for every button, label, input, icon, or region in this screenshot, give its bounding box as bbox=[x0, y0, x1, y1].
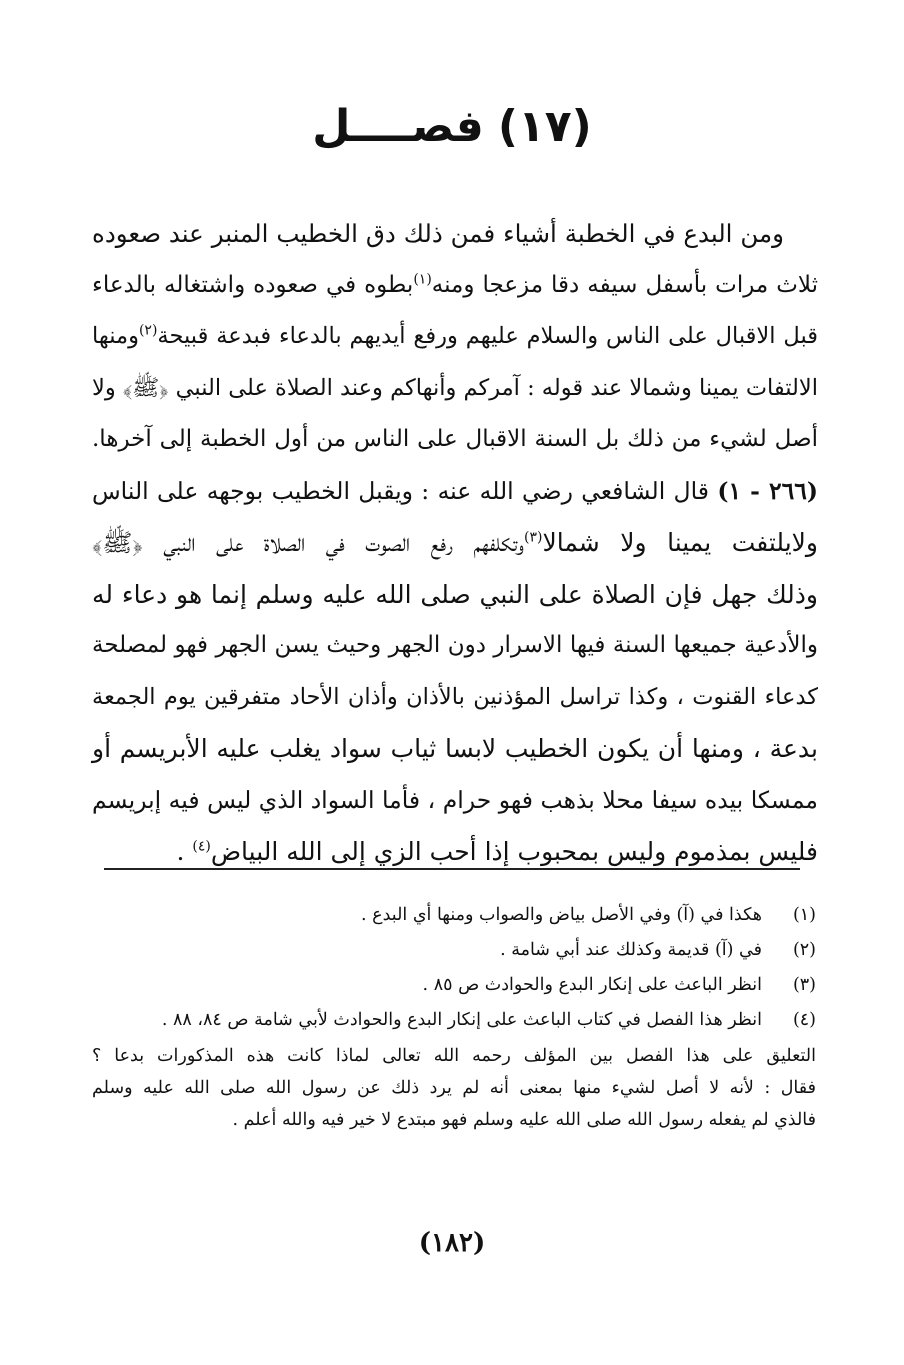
text-segment: الالتفات يمينا وشمالا عند قوله : آمركم وأنهاكم وعند الصلاة على النبي ﴿ﷺ﴾ ولا bbox=[91, 374, 818, 401]
footnote-ref: (٢) bbox=[138, 322, 158, 339]
text-segment: والأدعية جميعها السنة فيها الاسرار دون الجهر وحيث يسن الجهر فهو لمصلحة bbox=[92, 632, 818, 658]
text-segment: بدعة ، ومنها أن يكون الخطيب لابسا ثياب سواد يغلب عليه الأبريسم أو bbox=[92, 734, 818, 763]
footnote bbox=[92, 898, 816, 933]
footnote-text: هكذا في (آ) وفي الأصل بياض والصواب ومنها أي البدع . bbox=[361, 905, 762, 925]
text-line bbox=[92, 775, 818, 827]
text-line bbox=[92, 517, 818, 569]
text-line bbox=[92, 260, 818, 312]
text-line bbox=[92, 414, 818, 466]
footnote-number: (١) bbox=[792, 905, 816, 925]
commentary-line: التعليق على هذا الفصل بين المؤلف رحمه الله تعالى لماذا كانت هذه المذكورات بدعا ؟ bbox=[92, 1046, 816, 1066]
footnote-number: (٣) bbox=[792, 975, 816, 995]
text-segment: وذلك جهل فإن الصلاة على النبي صلى الله عليه وسلم إنما هو دعاء له bbox=[92, 579, 818, 609]
text-line bbox=[92, 569, 818, 621]
text-segment: كدعاء القنوت ، وكذا تراسل المؤذنين بالأذان وأذان الأحاد متفرقين يوم الجمعة bbox=[92, 683, 818, 710]
text-segment: ومنها bbox=[92, 323, 139, 349]
text-segment: . bbox=[176, 837, 185, 866]
text-segment: وتكلفهم رفع الصوت في الصلاة على النبي ﴿ﷺ﴾ bbox=[92, 528, 524, 557]
text-segment: ولايلتفت يمينا ولا شمالا bbox=[542, 528, 818, 557]
text-segment: أصل لشيء من ذلك بل السنة الاقبال على الناس من أول الخطبة إلى آخرها. bbox=[92, 426, 818, 452]
text-line bbox=[92, 620, 818, 672]
footnote bbox=[92, 1003, 816, 1038]
footnote bbox=[92, 933, 816, 968]
footnote-number: (٢) bbox=[792, 940, 816, 960]
footnote bbox=[92, 968, 816, 1003]
footnote-number: (٤) bbox=[792, 1010, 816, 1030]
main-text bbox=[92, 208, 818, 878]
text-segment: فليس بمذموم وليس بمحبوب إذا أحب الزي إلى الله البياض bbox=[210, 837, 818, 866]
text-segment: ممسكا بيده سيفا محلا بذهب فهو حرام ، فأما السواد الذي ليس فيه إبريسم bbox=[92, 785, 818, 814]
text-line bbox=[92, 208, 818, 260]
text-segment: قبل الاقبال على الناس والسلام عليهم ورفع أيديهم بالدعاء فبدعة قبيحة bbox=[157, 323, 818, 349]
chapter-title: فصــــل bbox=[312, 101, 484, 152]
text-segment: بطوه في صعوده واشتغاله بالدعاء bbox=[92, 271, 414, 298]
text-line bbox=[92, 723, 818, 775]
text-line bbox=[92, 363, 818, 415]
footnote-text: في (آ) قديمة وكذلك عند أبي شامة . bbox=[500, 940, 762, 960]
text-line bbox=[92, 311, 818, 363]
text-segment: ثلاث مرات بأسفل سيفه دقا مزعجا ومنه bbox=[431, 271, 818, 298]
chapter-number: (١٧) bbox=[497, 101, 592, 152]
footnote-text: انظر الباعث على إنكار البدع والحوادث ص ٨٥ . bbox=[422, 975, 762, 995]
commentary-line: فقال : لأنه لا أصل لشيء منها بمعنى أنه لم يرد ذلك عن رسول الله صلى الله عليه وسلم bbox=[92, 1078, 816, 1098]
footnotes-section bbox=[92, 898, 816, 1136]
chapter-heading bbox=[0, 92, 904, 162]
footnote-ref: (١) bbox=[413, 270, 432, 287]
page-number: (١٨٢) bbox=[418, 1228, 486, 1258]
footnote-text: انظر هذا الفصل في كتاب الباعث على إنكار البدع والحوادث لأبي شامة ص ٨٤، ٨٨ . bbox=[161, 1010, 762, 1030]
footnote-ref: (٤) bbox=[192, 838, 211, 855]
commentary-line: فالذي لم يفعله رسول الله صلى الله عليه وسلم فهو مبتدع لا خير فيه والله أعلم . bbox=[232, 1110, 816, 1130]
commentary-note bbox=[92, 1040, 816, 1136]
text-line bbox=[92, 466, 818, 518]
text-segment: قال الشافعي رضي الله عنه : ويقبل الخطيب بوجهه على الناس bbox=[92, 476, 710, 505]
hadith-reference-number: (٢٦٦ - ١) bbox=[717, 476, 818, 505]
footnote-ref: (٣) bbox=[523, 529, 543, 546]
text-segment: ومن البدع في الخطبة أشياء فمن ذلك دق الخطيب المنبر عند صعوده bbox=[92, 219, 784, 248]
text-line bbox=[92, 672, 818, 724]
footnote-divider bbox=[104, 868, 800, 870]
